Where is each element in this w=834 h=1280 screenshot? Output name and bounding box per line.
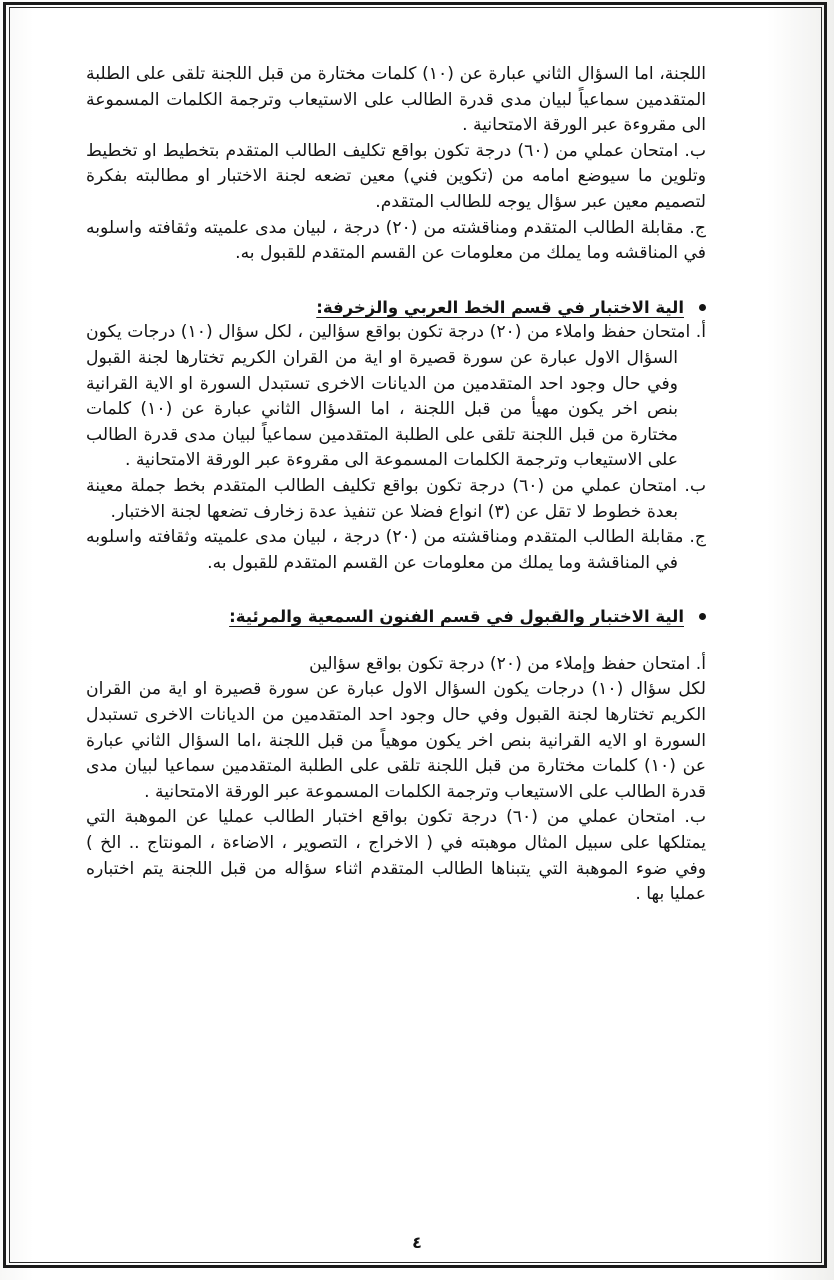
document-body (86, 62, 706, 908)
bullet-icon (699, 304, 706, 311)
calligraphy-item-b: ب. امتحان عملي من (٦٠) درجة تكون بواقع تكليف الطالب المتقدم بخط جملة معينة بعدة خطوط لا تقل عن (٣) انواع فضلا عن تنفيذ عدة زخارف تضعها لجنة الاختبار. (86, 475, 707, 522)
section-heading-audiovisual (86, 604, 706, 630)
calligraphy-item-c: ج. مقابلة الطالب المتقدم ومناقشته من (٢٠) درجة ، لبيان مدى علميته وثقافته واسلوبه في المناقشة وما يملك من معلومات عن القسم المتقدم للقبول به. (86, 527, 706, 573)
spacer (86, 267, 706, 295)
spacer (86, 576, 706, 604)
section-heading-calligraphy (86, 295, 706, 321)
continuation-item-b: ب. امتحان عملي من (٦٠) درجة تكون بواقع تكليف الطالب المتقدم بتخطيط او تخطيط وتلوين ما سيوضع امامه من (تكوين فني) معين تضعه لجنة الاختبار او مطالبته بفكرة لتصميم معين عبر سؤال يوجه للطالب المتقدم. (86, 140, 706, 212)
calligraphy-item-a: أ. امتحان حفظ واملاء من (٢٠) درجة تكون بواقع سؤالين ، لكل سؤال (١٠) درجات يكون السؤال الاول عبارة عن سورة قصيرة او اية من القران الكريم تختارها لجنة القبول وفي حال وجود احد المتقدمين من الديانات الاخرى تستبدل السورة او الاية القرانية بنص اخر يكون مهيأ من قبل اللجنة ، اما السؤال الثاني عبارة عن (١٠) كلمات مختارة من قبل اللجنة تلقى على الطلبة المتقدمين سماعياً لبيان مدى قدرة الطالب على الاستيعاب وترجمة الكلمات المسموعة الى مقروءة عبر الورقة الامتحانية . (86, 322, 706, 471)
spacer (86, 630, 706, 652)
audiovisual-item-a-first-line: أ. امتحان حفظ وإملاء من (٢٠) درجة تكون بواقع سؤالين (309, 653, 706, 674)
section-heading-text: الية الاختبار والقبول في قسم الفنون السمعية والمرئية: (229, 607, 684, 627)
bullet-icon (699, 613, 706, 620)
continuation-paragraph: اللجنة، اما السؤال الثاني عبارة عن (١٠) كلمات مختارة من قبل اللجنة تلقى على الطلبة المتقدمين سماعياً لبيان مدى قدرة الطالب على الاستيعاب وترجمة الكلمات المسموعة الى مقروءة عبر الورقة الامتحانية . (86, 64, 707, 136)
page-number: ٤ (412, 1233, 422, 1252)
audiovisual-item-b: ب. امتحان عملي من (٦٠) درجة تكون بواقع اختبار الطالب عمليا عن الموهبة التي يمتلكها على سبيل المثال موهبته في ( الاخراج ، التصوير ، الاضاءة ، المونتاج .. الخ ) وفي ضوء الموهبة التي يتبناها الطالب المتقدم اثناء سؤاله من قبل اللجنة يتم اختباره عمليا بها . (86, 807, 707, 905)
continuation-item-c: ج. مقابلة الطالب المتقدم ومناقشته من (٢٠) درجة ، لبيان مدى علميته وثقافته واسلوبه في المناقشه وما يملك من معلومات عن القسم المتقدم للقبول به. (86, 217, 706, 264)
section-heading-text: الية الاختبار في قسم الخط العربي والزخرفة: (316, 297, 684, 317)
audiovisual-item-a-body: لكل سؤال (١٠) درجات يكون السؤال الاول عبارة عن سورة قصيرة او اية من القران الكريم تختارها لجنة القبول وفي حال وجود احد المتقدمين من الديانات الاخرى تستبدل السورة او الايه القرانية بنص اخر يكون موهياً من قبل اللجنة ،اما السؤال الثاني عبارة عن (١٠) كلمات مختارة من قبل اللجنة تلقى على الطلبة المتقدمين سماعيا لبيان مدى قدرة الطالب على الاستيعاب وترجمة الكلمات المسموعة عبر الورقة الامتحانية . (86, 679, 706, 802)
